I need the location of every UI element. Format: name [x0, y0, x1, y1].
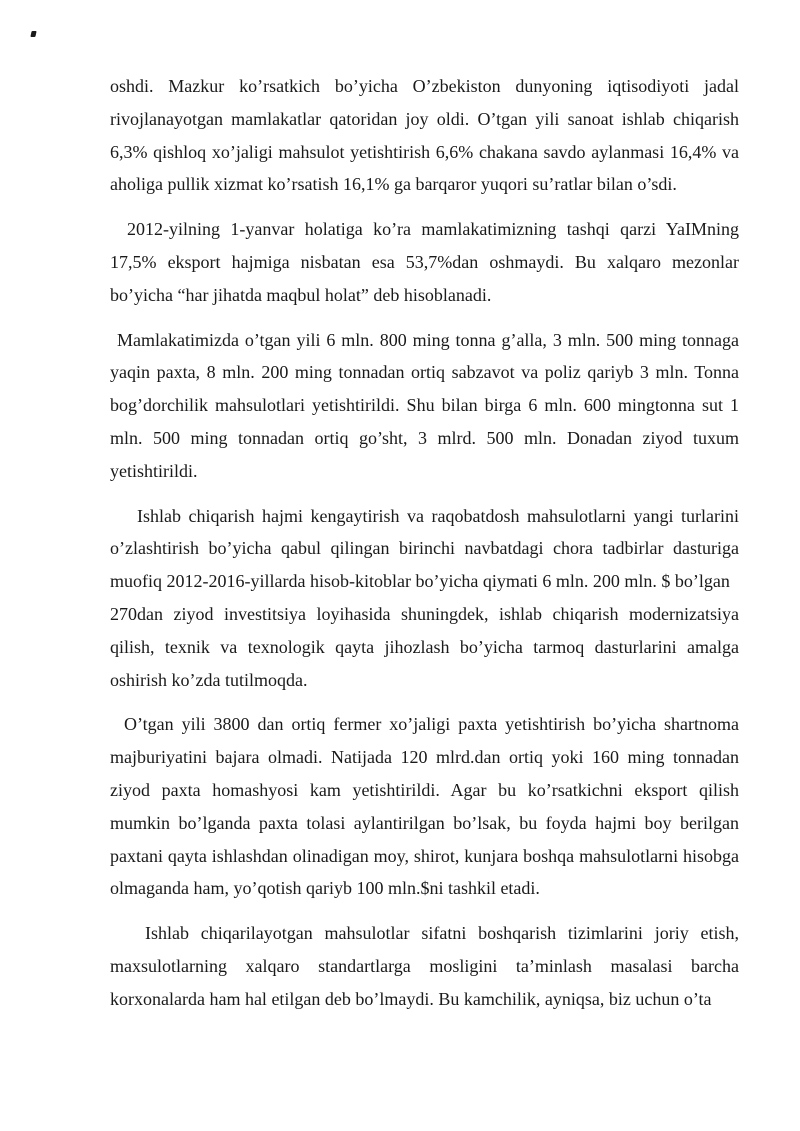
- paragraph: Ishlab chiqarish hajmi kengaytirish va raqobatdosh mahsulotlarni yangi turlarini o’zlashtirish bo’yicha qabul qilingan birinchi navbatdagi chora tadbirlar dasturiga muofiq 2012-2016-yillarda hisob-kitoblar bo’yicha qiymati 6 mln. 200 mln. $ bo’lgan: [110, 505, 739, 592]
- paragraph: O’tgan yili 3800 dan ortiq fermer xo’jaligi paxta yetishtirish bo’yicha shartnoma majburiyatini bajara olmadi. Natijada 120 mlrd.dan ortiq yoki 160 ming tonnadan ziyod paxta homashyosi kam yetishtirildi. Agar bu ko’rsatkichni eksport qilish mumkin bo’lganda paxta tolasi aylantirilgan bo’lsak, bu foyda hajmi boy berilgan paxtani qayta ishlashdan olinadigan moy, shirot, kunjara boshqa mahsulotlarni hisobga olmaganda ham, yo’qotish qariyb 100 mln.$ni tashkil etadi.: [110, 714, 739, 899]
- paragraph: Mamlakatimizda o’tgan yili 6 mln. 800 ming tonna g’alla, 3 mln. 500 ming tonnaga yaqin paxta, 8 mln. 200 ming tonnadan ortiq sabzavot va poliz qariyb 3 mln. Tonna bog’dorchilik mahsulotlari yetishtirildi. Shu bilan birga 6 mln. 600 mingtonna sut 1 mln. 500 ming tonnadan ortiq go’sht, 3 mlrd. 500 mln. Donadan ziyod tuxum yetishtirildi.: [110, 329, 739, 481]
- paragraph: 2012-yilning 1-yanvar holatiga ko’ra mamlakatimizning tashqi qarzi YaIMning 17,5% eksport hajmiga nisbatan esa 53,7%dan oshmaydi. Bu xalqaro mezonlar bo’yicha “har jihatda maqbul holat” deb hisoblanadi.: [110, 219, 739, 305]
- paragraph: 270dan ziyod investitsiya loyihasida shuningdek, ishlab chiqarish modernizatsiya qilish, texnik va texnologik qayta jihozlash bo’yicha tarmoq dasturlarini amalga oshirish ko’zda tutilmoqda.: [110, 603, 739, 690]
- paragraph: Ishlab chiqarilayotgan mahsulotlar sifatni boshqarish tizimlarini joriy etish, maxsulotlarning xalqaro standartlarga mosligini ta’minlash masalasi barcha korxonalarda ham hal etilgan deb bo’lmaydi. Bu kamchilik, ayniqsa, biz uchun o’ta: [110, 923, 739, 1009]
- document-body: [110, 70, 739, 1016]
- paragraph: oshdi. Mazkur ko’rsatkich bo’yicha O’zbekiston dunyoning iqtisodiyoti jadal rivojlanayotgan mamlakatlar qatoridan joy oldi. O’tgan yili sanoat ishlab chiqarish 6,3% qishloq xo’jaligi mahsulot yetishtirish 6,6% chakana savdo aylanmasi 16,4% va aholiga pullik xizmat ko’rsatish 16,1% ga barqaror yuqori su’ratlar bilan o’sdi.: [110, 76, 739, 195]
- bullet-mark: [30, 31, 36, 37]
